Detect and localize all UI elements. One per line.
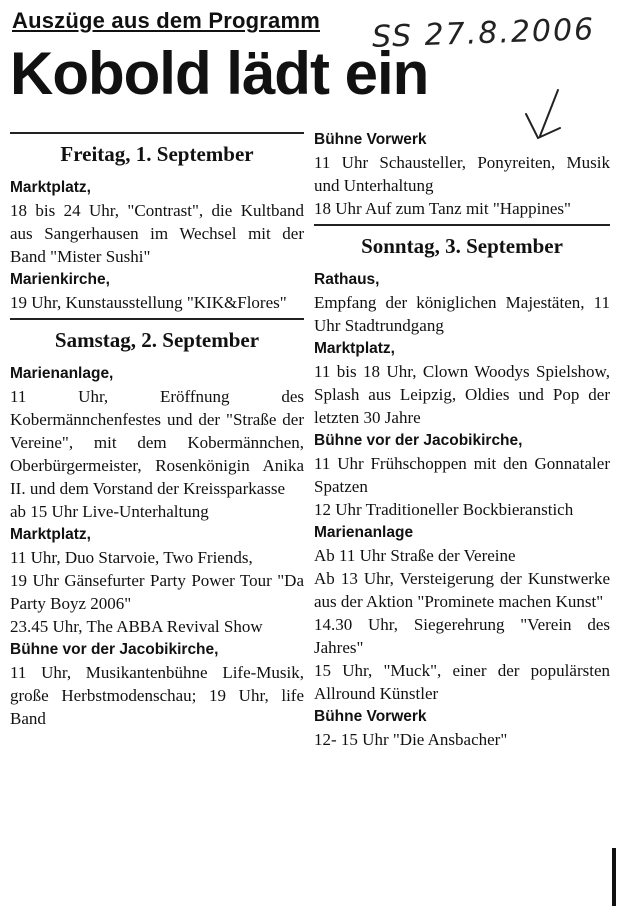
venue-heading: Bühne Vorwerk xyxy=(314,131,427,148)
day-heading: Sonntag, 3. September xyxy=(314,224,610,264)
program-item: 15 Uhr, "Muck", einer der populärsten Allround Künstler xyxy=(314,661,610,703)
venue-heading: Marienanlage, xyxy=(10,365,114,382)
program-item: Ab 13 Uhr, Versteigerung der Kunstwerke aus der Aktion "Prominete machen Kunst" xyxy=(314,569,610,611)
program-item: 23.45 Uhr, The ABBA Revival Show xyxy=(10,617,263,636)
program-item: 12- 15 Uhr "Die Ansbacher" xyxy=(314,730,508,749)
venue-heading: Bühne vor der Jacobikirche, xyxy=(314,432,523,449)
venue-heading: Marktplatz, xyxy=(10,526,91,543)
venue-heading: Rathaus, xyxy=(314,271,380,288)
venue-heading: Marktplatz, xyxy=(10,179,91,196)
program-item: Empfang der königlichen Majestäten, 11 Uhr Stadtrundgang xyxy=(314,293,610,335)
program-item: 19 Uhr, Kunstausstellung "KIK&Flores" xyxy=(10,293,287,312)
program-column-right xyxy=(314,128,610,751)
venue-heading: Bühne vor der Jacobikirche, xyxy=(10,641,219,658)
day-heading: Samstag, 2. September xyxy=(10,318,304,358)
program-item: Ab 11 Uhr Straße der Vereine xyxy=(314,546,516,565)
day-heading: Freitag, 1. September xyxy=(10,132,304,172)
venue-heading: Marktplatz, xyxy=(314,340,395,357)
headline: Kobold lädt ein xyxy=(10,40,429,107)
venue-heading: Marienkirche, xyxy=(10,271,110,288)
program-item: 11 Uhr, Musikantenbühne Life-Musik, große Herbstmodenschau; 19 Uhr, life Band xyxy=(10,663,304,728)
program-item: 19 Uhr Gänsefurter Party Power Tour "Da Party Boyz 2006" xyxy=(10,571,304,613)
column-edge-bar xyxy=(612,848,616,906)
program-item: 14.30 Uhr, Siegerehrung "Verein des Jahres" xyxy=(314,615,610,657)
program-item: 11 Uhr Schausteller, Ponyreiten, Musik und Unterhaltung xyxy=(314,153,610,195)
program-item: 11 Uhr, Eröffnung des Kobermännchenfestes und der "Straße der Vereine", mit dem Kobermännchen, Oberbürgermeister, Rosenkönigin Anika II. und dem Vorstand der Kreissparkasse xyxy=(10,387,304,498)
program-item: 12 Uhr Traditioneller Bockbieranstich xyxy=(314,500,574,519)
kicker-title: Auszüge aus dem Programm xyxy=(12,8,320,33)
program-item: 11 Uhr, Duo Starvoie, Two Friends, xyxy=(10,548,253,567)
program-column-left xyxy=(10,128,304,730)
program-item: 18 bis 24 Uhr, "Contrast", die Kultband aus Sangerhausen im Wechsel mit der Band "Mister Sushi" xyxy=(10,201,304,266)
venue-heading: Marienanlage xyxy=(314,524,414,541)
handwritten-date-note: SS 27.8.2006 xyxy=(371,12,596,55)
venue-heading: Bühne Vorwerk xyxy=(314,708,427,725)
program-item: ab 15 Uhr Live-Unterhaltung xyxy=(10,502,209,521)
program-item: 18 Uhr Auf zum Tanz mit "Happines" xyxy=(314,199,571,218)
program-item: 11 bis 18 Uhr, Clown Woodys Spielshow, Splash aus Leipzig, Oldies und Pop der letzten 30 Jahre xyxy=(314,362,610,427)
program-item: 11 Uhr Frühschoppen mit den Gonnataler Spatzen xyxy=(314,454,610,496)
